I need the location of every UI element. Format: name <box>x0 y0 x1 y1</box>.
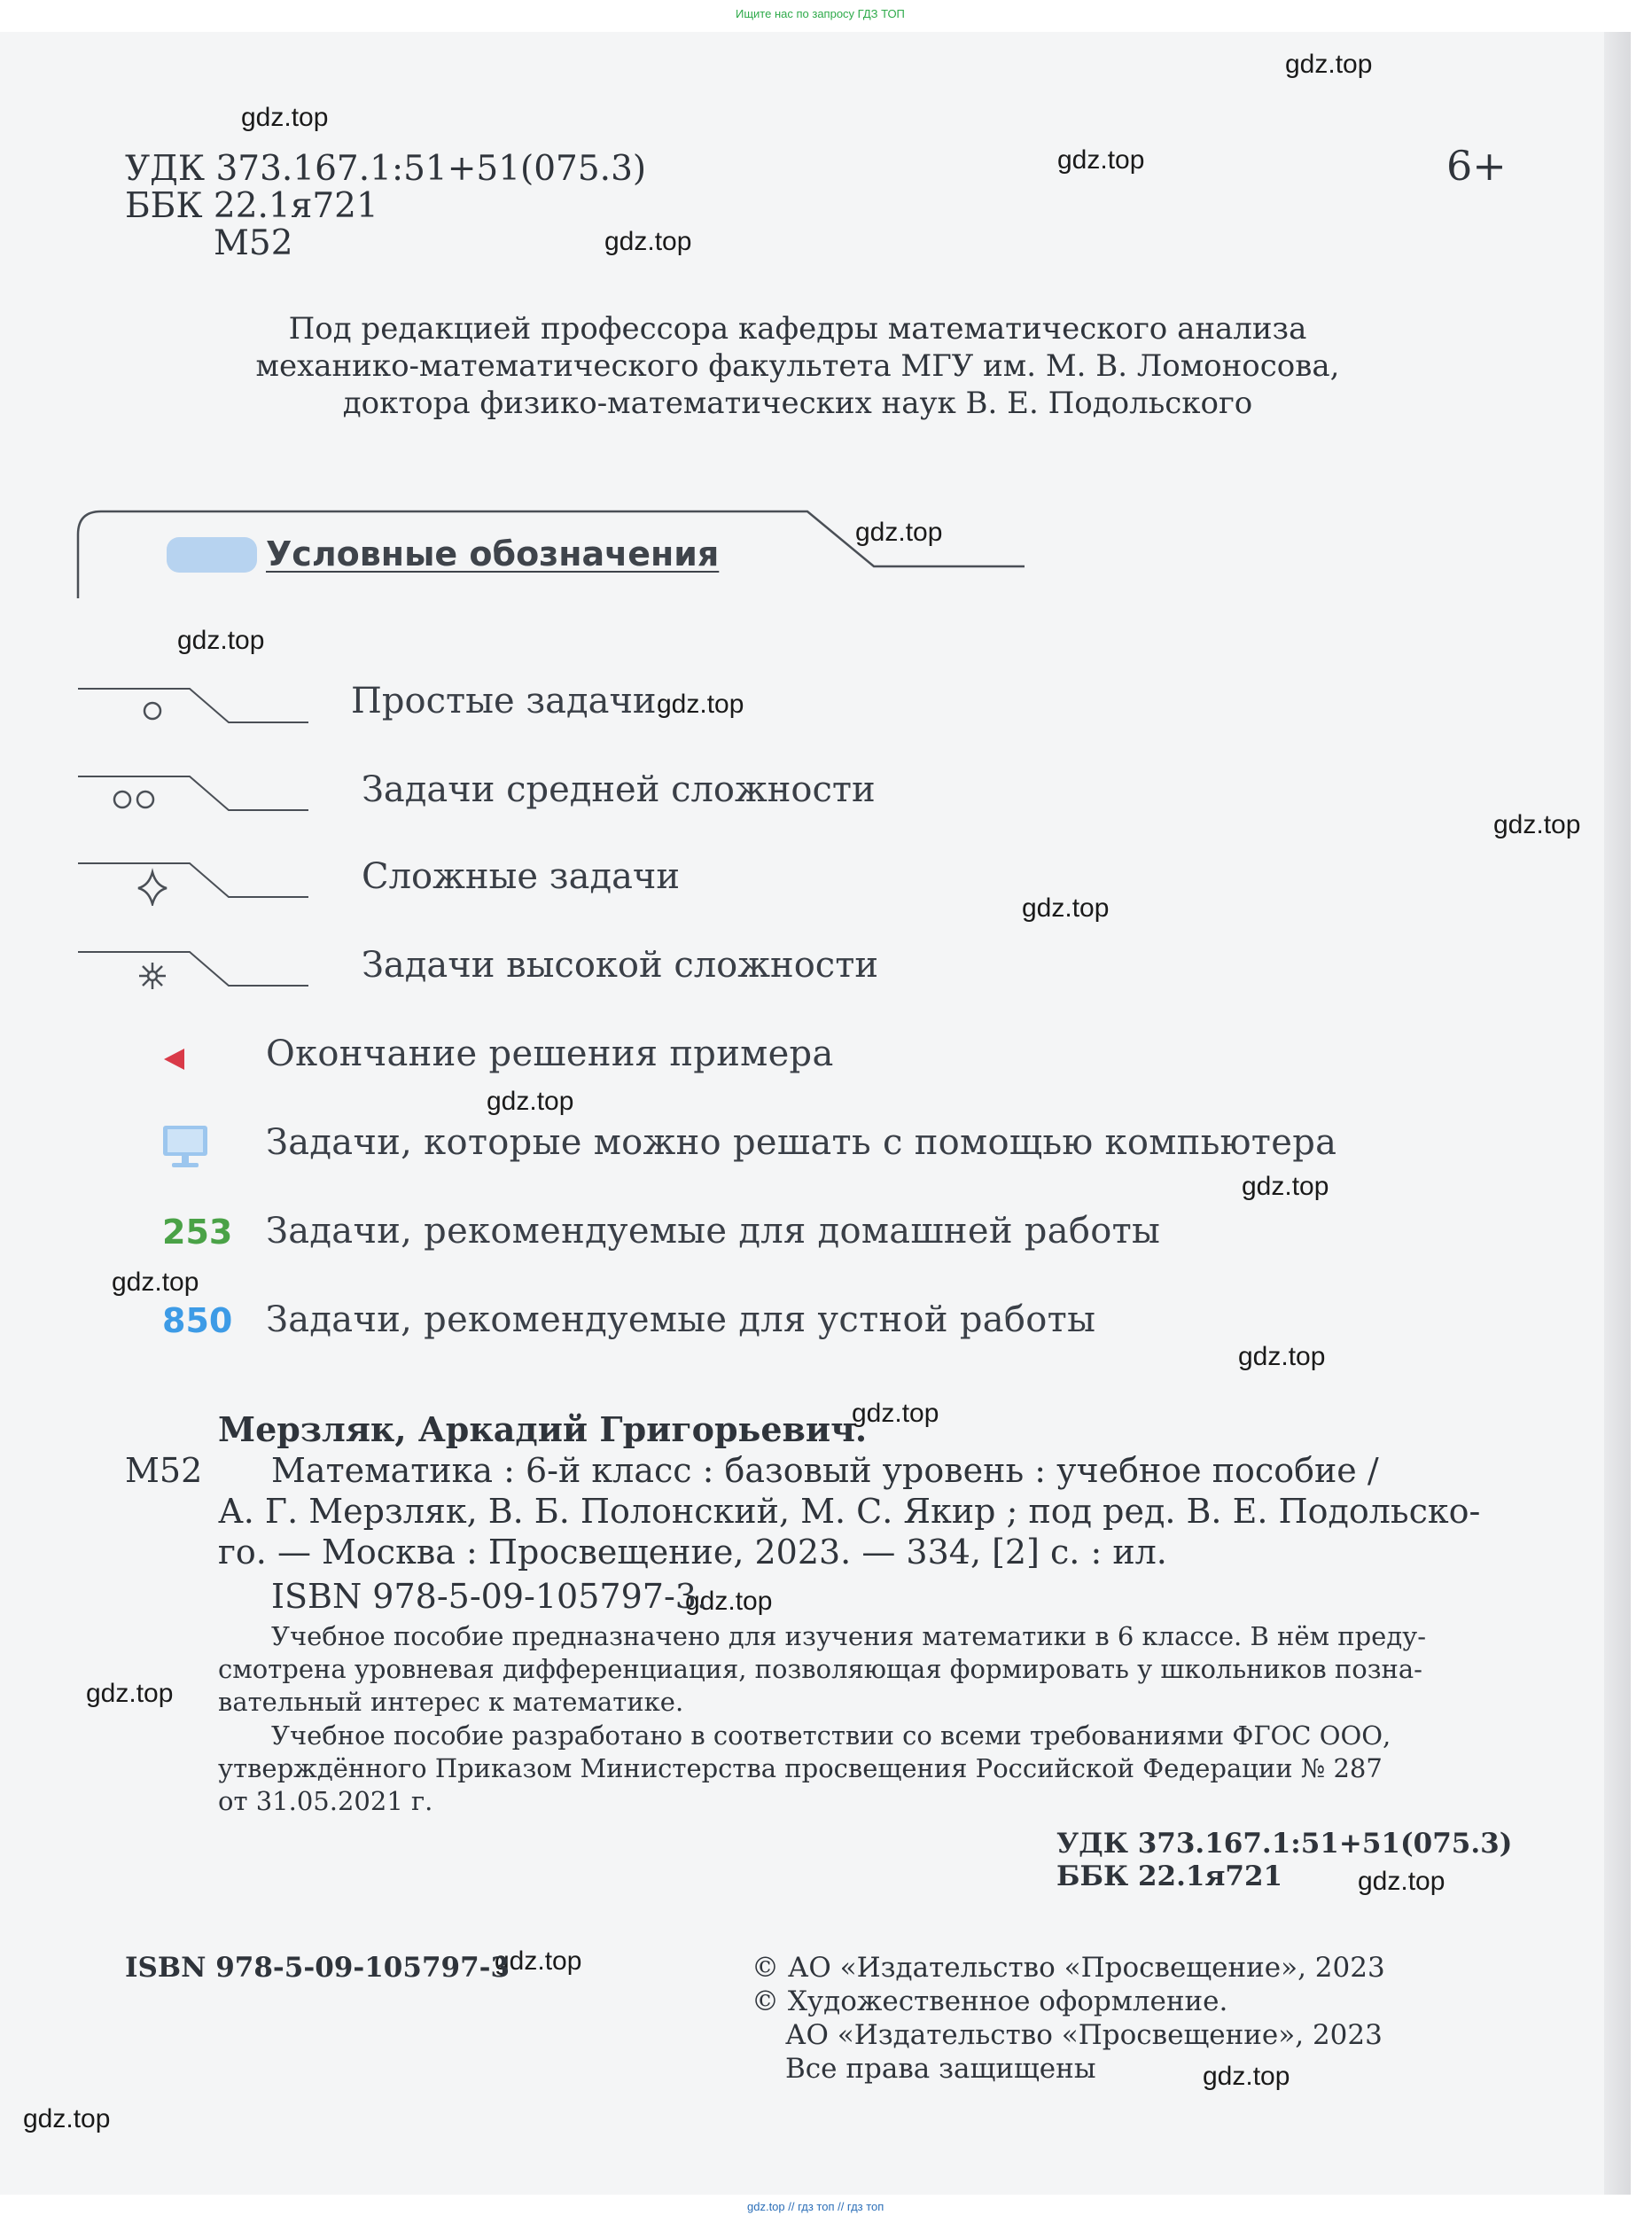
level-label: Задачи высокой сложности <box>362 945 878 986</box>
level-line <box>76 950 316 994</box>
watermark: gdz.top <box>657 690 744 719</box>
editor-line: механико-математического факультета МГУ им. М. В. Ломоносова, <box>255 348 1340 384</box>
legend-item-label: Задачи, которые можно решать с помощью компьютера <box>266 1122 1337 1163</box>
watermark: gdz.top <box>1203 2062 1290 2091</box>
level-label: Задачи средней сложности <box>362 769 876 810</box>
biblio-line: го. — Москва : Просвещение, 2023. — 334, [2] с. : ил. <box>218 1533 1167 1572</box>
burst-star-icon <box>139 963 166 989</box>
editor-line: доктора физико-математических наук В. Е. Подольского <box>342 386 1253 421</box>
top-banner: Ищите нас по запросу ГДЗ ТОП <box>736 7 905 20</box>
description-line: вательный интерес к математике. <box>218 1687 684 1717</box>
copyright-line: © Художественное оформление. <box>752 1985 1228 2017</box>
bbk-code: ББК 22.1я721 <box>125 186 378 226</box>
description-line: утверждённого Приказом Министерства просвещения Российской Федерации № 287 <box>218 1753 1383 1783</box>
circle-icon <box>144 703 160 719</box>
triangle-left-icon <box>161 1046 188 1072</box>
watermark: gdz.top <box>112 1268 199 1297</box>
footer-text: gdz.top // гдз топ // гдз топ <box>747 2200 884 2213</box>
watermark: gdz.top <box>1358 1867 1446 1896</box>
legend-title: Условные обозначения <box>266 534 720 573</box>
homework-number-sample: 253 <box>162 1213 233 1252</box>
oral-number-sample: 850 <box>162 1301 233 1340</box>
biblio-line: А. Г. Мерзляк, В. Б. Полонский, М. С. Якир ; под ред. В. Е. Подольско- <box>218 1492 1481 1531</box>
legend-item-label: Окончание решения примера <box>266 1034 834 1074</box>
level-label: Простые задачи <box>351 681 657 722</box>
legend-item-label: Задачи, рекомендуемые для устной работы <box>266 1299 1096 1340</box>
description-line: смотрена уровневая дифференциация, позволяющая формировать у школьников позна- <box>218 1654 1422 1684</box>
legend-item-label: Задачи, рекомендуемые для домашней работы <box>266 1211 1161 1252</box>
watermark: gdz.top <box>86 1679 174 1708</box>
level-line <box>76 687 316 731</box>
bottom-bbk: ББК 22.1я721 <box>1056 1860 1283 1892</box>
biblio-line: Математика : 6-й класс : базовый уровень : учебное пособие / <box>271 1451 1379 1490</box>
copyright-line: АО «Издательство «Просвещение», 2023 <box>785 2019 1383 2051</box>
description-line: от 31.05.2021 г. <box>218 1786 433 1816</box>
double-circle-icon <box>114 792 153 807</box>
watermark: gdz.top <box>1493 810 1581 839</box>
author-mark: М52 <box>214 223 293 263</box>
watermark: gdz.top <box>1022 893 1110 923</box>
watermark: gdz.top <box>1242 1172 1329 1201</box>
watermark: gdz.top <box>177 626 265 655</box>
udk-code: УДК 373.167.1:51+51(075.3) <box>125 149 647 189</box>
biblio-author: Мерзляк, Аркадий Григорьевич. <box>218 1409 868 1449</box>
level-line <box>76 862 316 906</box>
page-edge-shadow <box>1604 32 1631 2195</box>
watermark: gdz.top <box>1238 1342 1326 1371</box>
monitor-icon <box>160 1124 211 1172</box>
watermark: gdz.top <box>1285 50 1373 79</box>
biblio-code: М52 <box>125 1451 203 1490</box>
description-line: Учебное пособие предназначено для изучения математики в 6 классе. В нём преду- <box>271 1621 1427 1651</box>
level-line <box>76 775 316 819</box>
bottom-isbn: ISBN 978-5-09-105797-3 <box>125 1952 510 1984</box>
description-line: Учебное пособие разработано в соответствии со всеми требованиями ФГОС ООО, <box>271 1720 1391 1751</box>
biblio-isbn: ISBN 978-5-09-105797-3. <box>271 1577 708 1616</box>
editor-line: Под редакцией профессора кафедры математического анализа <box>288 311 1307 347</box>
watermark: gdz.top <box>1057 145 1145 175</box>
watermark: gdz.top <box>855 518 943 547</box>
watermark: gdz.top <box>604 227 692 256</box>
watermark: gdz.top <box>487 1087 574 1116</box>
editor-note <box>248 310 1347 422</box>
age-rating: 6+ <box>1446 142 1507 190</box>
copyright-line: Все права защищены <box>785 2053 1096 2085</box>
watermark: gdz.top <box>685 1587 773 1616</box>
bottom-udk: УДК 373.167.1:51+51(075.3) <box>1056 1828 1513 1860</box>
level-label: Сложные задачи <box>362 856 681 897</box>
watermark: gdz.top <box>241 103 329 132</box>
watermark: gdz.top <box>23 2104 111 2133</box>
copyright-line: © АО «Издательство «Просвещение», 2023 <box>752 1952 1385 1984</box>
watermark: gdz.top <box>852 1399 939 1428</box>
legend-title-marker <box>167 537 257 573</box>
watermark: gdz.top <box>495 1946 582 1976</box>
diamond-star-icon <box>138 872 167 904</box>
